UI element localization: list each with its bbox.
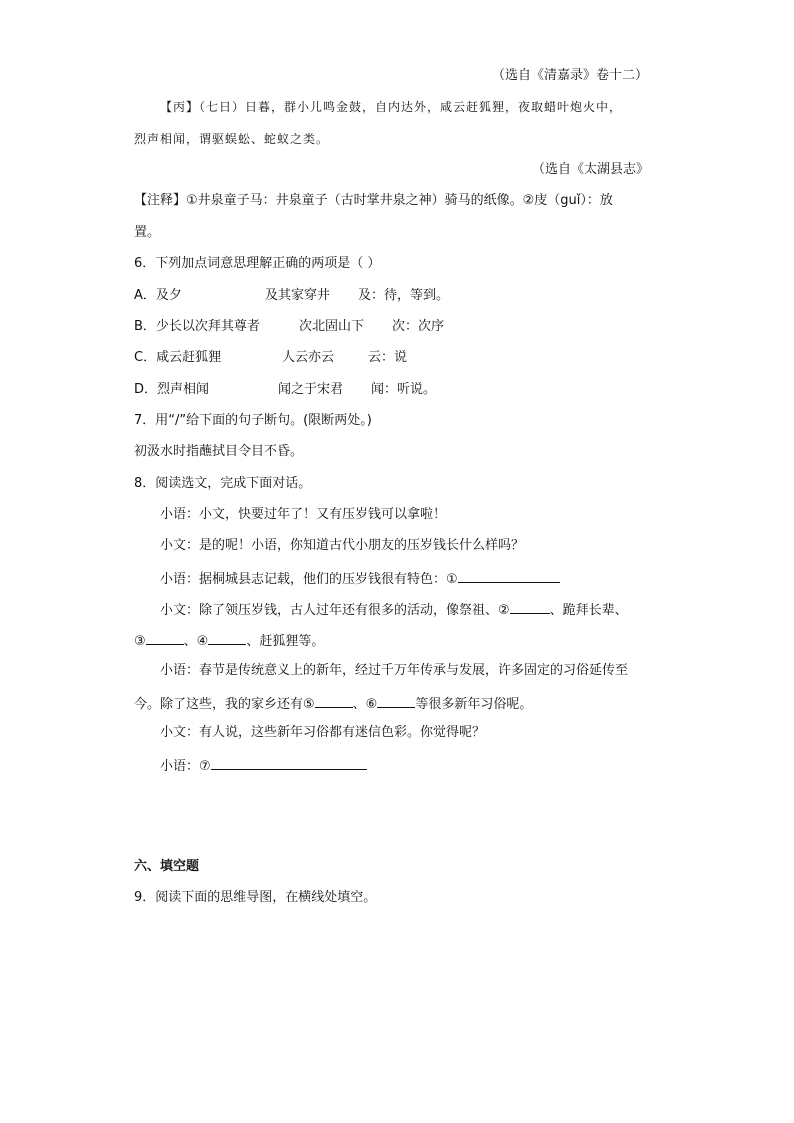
dialog-line5-end: 等很多新年习俗呢。: [415, 697, 533, 712]
blank-2[interactable]: [510, 598, 550, 614]
source-b: （选自《清嘉录》卷十二）: [492, 68, 649, 83]
q6-stem: 6．下列加点词意思理解正确的两项是（ ）: [134, 256, 381, 271]
dialog-line6: 小文：有人说，这些新年习俗都有迷信色彩。你觉得呢？: [160, 725, 486, 740]
dialog-line4-tail: 、跪拜长辈、: [549, 603, 628, 618]
marker-6: 、⑥: [352, 697, 378, 712]
dialog-line4-cont: [134, 629, 324, 652]
dialog-line3: [160, 567, 560, 590]
dialog-line4: [160, 598, 628, 621]
marker-3: ③: [134, 634, 146, 649]
option-a-phrase: A．及夕: [134, 288, 182, 303]
q7-stem: 7．用“/”给下面的句子断句。(限断两处。): [134, 413, 372, 428]
note-line2: 置。: [134, 225, 161, 240]
dialog-line2: 小文：是的呢！小语，你知道古代小朋友的压岁钱长什么样吗？: [160, 538, 525, 553]
section-heading: 六、填空题: [134, 859, 200, 874]
marker-4: ④: [196, 634, 209, 649]
source-c: （选自《太湖县志》: [532, 162, 650, 177]
option-a-compare: 及其家穿井: [265, 288, 331, 303]
dialog-line5-text: 今。除了这些，我的家乡还有⑤: [134, 697, 315, 712]
option-d-compare: 闻之于宋君: [278, 382, 344, 397]
blank-7[interactable]: [211, 754, 367, 770]
blank-6[interactable]: [377, 692, 415, 708]
dialog-line7: [160, 754, 367, 777]
dialog-line7-text: 小语：⑦: [160, 759, 211, 774]
option-b-compare: 次北固山下: [299, 319, 365, 334]
blank-3[interactable]: [146, 629, 184, 645]
option-d-phrase: D．烈声相闻: [134, 382, 210, 397]
dialog-line3-text: 小语：据桐城县志记载，他们的压岁钱很有特色：①: [160, 572, 458, 587]
separator: 、: [183, 634, 197, 649]
option-a-meaning: 及：待，等到。: [358, 288, 450, 303]
q8-stem: 8．阅读选文，完成下面对话。: [134, 476, 312, 491]
option-c-compare: 人云亦云: [282, 350, 335, 365]
dialog-line4-text: 小文：除了领压岁钱，古人过年还有很多的活动，像祭祖、②: [160, 603, 510, 618]
dialog-line5: 小语：春节是传统意义上的新年，经过千万年传承与发展，许多固定的习俗延传至: [160, 663, 629, 678]
passage-c-line2: 烈声相闻，谓驱蜈蚣、蛇蚁之类。: [134, 132, 330, 146]
dialog-line5-cont: [134, 692, 532, 715]
blank-5[interactable]: [315, 692, 353, 708]
note-line1: 【注释】①井泉童子马：井泉童子（古时掌井泉之神）骑马的纸像。②庋（guǐ）：放: [134, 193, 613, 208]
option-b-phrase: B．少长以次拜其尊者: [134, 319, 260, 334]
dialog-line4-end: 、赶狐狸等。: [246, 634, 325, 649]
option-b-meaning: 次：次序: [392, 319, 445, 334]
blank-1[interactable]: [458, 567, 560, 583]
dialog-line1: 小语：小文，快要过年了！又有压岁钱可以拿啦！: [160, 507, 447, 522]
q9-stem: 9．阅读下面的思维导图，在横线处填空。: [134, 890, 377, 905]
q6-option-a: [134, 286, 182, 306]
option-c-phrase: C．咸云赶狐狸: [134, 350, 222, 365]
passage-c-line1: 【丙】（七日）日暮，群小儿鸣金鼓，自内达外，咸云赶狐狸，夜取蜡叶炮火中，: [160, 100, 623, 114]
option-d-meaning: 闻：听说。: [371, 382, 437, 397]
q7-sentence: 初汲水时指蘸拭目令目不昏。: [134, 444, 304, 459]
option-c-meaning: 云：说: [368, 350, 408, 365]
blank-4[interactable]: [208, 629, 246, 645]
